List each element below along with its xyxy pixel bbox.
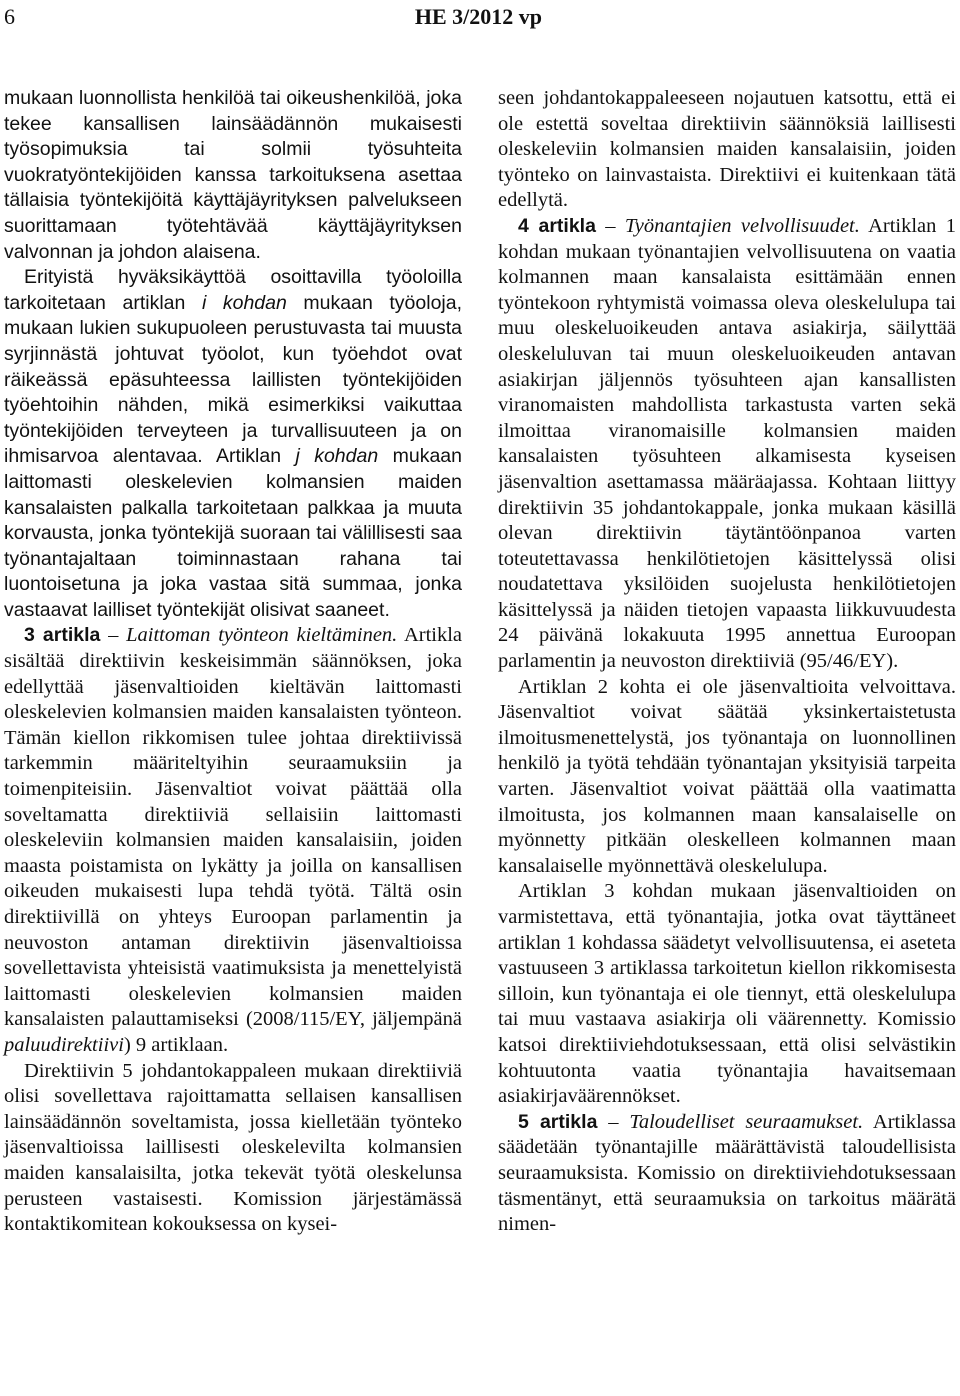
paragraph-text: mukaan laittomasti oleskelevien kolmansien maiden kansalaisten palkalla tarkoitetaan palkkaa ja muuta korvausta, jonka työntekijä suoraan tai välillisesti saa työnantajaltaan toiminnastaan rahana tai luontoisetuna ja joka vastaa sitä summaa, jonka vastaavat lailliset työntekijät olisivat saaneet. xyxy=(4,445,462,621)
paragraph-text: Artiklan 2 kohta ei ole jäsenvaltioita velvoittava. Jäsenvaltiot voivat säätää yksinkertaistetusta ilmoitusmenettelystä, jos työnantaja on luonnollinen henkilö ja työtä tehdään työnantajan yksityisiä tarpeita varten. Jäsenvaltiot voivat päättää olla vaatimatta ilmoitusta, jos kolmannen maan kansalaiselle on myönnetty pitkään oleskelleen kolmannen maan kansalaiselle myönnettävä oleskelulupa. xyxy=(498,675,956,877)
paragraph-article-4-3 xyxy=(498,879,956,1109)
paragraph-article-4-2 xyxy=(498,675,956,880)
italic-reference: i kohdan xyxy=(201,291,287,314)
paragraph-text: Artikla sisältää direktiivin keskeisimmän säännöksen, joka edellyttää jäsenvaltioiden kieltävän laittomasti oleskelevien kolmansien maiden kansalaisten työnteon. Tämän kiellon rikkomisen tulee johtaa direktiivissä tarkemmin määriteltyihin seuraamuksiin ja toimenpiteisiin. Jäsenvaltiot voivat päättää olla soveltamatta direktiiviä sellaisiin laittomasti oleskeleviin kolmansien maiden kansalaisiin, joiden maasta poistamista on lykätty ja joilla on kansallisen oikeuden mukaisesti lupa tehdä työtä. Tältä osin direktiivillä on yhteys Euroopan parlamentin ja neuvoston antaman direktiivin jäsenvaltioissa sovellettavista yhteisistä vaatimuksista ja menettelyistä laittomasti oleskelevien kolmansien maiden kansalaisten palauttamiseksi (2008/115/EY, jäljempänä xyxy=(4,624,463,1031)
section-article-5: 5 artikla – Taloudelliset seuraamukset. Artiklassa säädetään työnantajille määrättävistä taloudellisista seuraamuksista. Komissio on direktiiviehdotuksessaan täsmentänyt, että seuraamuksia on tarkoitus määrätä nimen- xyxy=(498,1110,957,1236)
paragraph-text: seen johdantokappaleeseen nojautuen katsottu, että ei ole estettä soveltaa direktiivin säännöksiä laillisesti oleskeleviin kolmansien maiden kansalaisiin, joiden työnteko on lainvastaista. Direktiivi ei kuitenkaan tätä edellytä. xyxy=(498,87,956,212)
italic-reference: j kohdan xyxy=(295,445,379,468)
article-title: Laittoman työnteon kieltäminen. xyxy=(126,624,398,647)
document-id: HE 3/2012 vp xyxy=(414,4,542,29)
paragraph-text: Artiklassa säädetään työnantajille määrättävistä taloudellisista seuraamuksista. Komissio on direktiiviehdotuksessaan täsmentänyt, että seuraamuksia on tarkoitus määrätä nimen- xyxy=(498,1110,957,1236)
right-column xyxy=(498,86,956,1238)
article-number: 4 artikla xyxy=(518,214,596,237)
paragraph-text: Artiklan 3 kohdan mukaan jäsenvaltioiden on varmistettava, että työnantajia, jotka ovat täyttäneet artiklan 1 kohdassa säädetyt velvollisuutensa, ei aseteta vastuuseen 3 artiklassa tarkoitetun kiellon rikkomisesta silloin, kun työnantaja ei ole tiennyt, että oleskelulupa tai muu vastaava asiakirja oli väärennetty. Komissio katsoi direktiiviehdotuksessaan, että olisi selvästikin kohtuutonta vaatia työnantajia havaitsemaan asiakirjaväärennökset. xyxy=(498,880,956,1108)
paragraph-text: mukaan työoloja, mukaan lukien sukupuoleen perustuvasta tai muusta syrjinnästä johtuvat työolot, kun työehdot ovat räikeässä epäsuhteessa laillisten työntekijöiden työehtoihin nähden, mikä esimerkiksi vaikuttaa työntekijöiden terveyteen ja turvallisuuteen ja on ihmisarvoa alentavaa. Artiklan xyxy=(4,291,463,468)
page-header xyxy=(0,4,960,32)
article-title: Työnantajien velvollisuudet. xyxy=(624,214,860,237)
article-number: 5 artikla xyxy=(518,1110,598,1133)
paragraph-directive-5 xyxy=(4,1059,462,1238)
paragraph-continuation xyxy=(498,86,956,214)
page-number: 6 xyxy=(4,4,15,29)
section-article-3: 3 artikla – Laittoman työnteon kieltäminen. Artikla sisältää direktiivin keskeisimmän säännöksen, joka edellyttää jäsenvaltioiden kieltävän laittomasti oleskelevien kolmansien maiden kansalaisten työnteon. Tämän kiellon rikkomisen tulee johtaa direktiivissä tarkemmin määriteltyihin seuraamuksiin ja toimenpiteisiin. Jäsenvaltiot voivat päättää olla soveltamatta direktiiviä sellaisiin laittomasti oleskeleviin kolmansien maiden kansalaisiin, joiden maasta poistamista on lykätty ja joilla on kansallisen oikeuden mukaisesti lupa tehdä työtä. Tältä osin direktiivillä on yhteys Euroopan parlamentin ja neuvoston antaman direktiivin jäsenvaltioissa sovellettavista yhteisistä vaatimuksista ja menettelyistä laittomasti oleskelevien kolmansien maiden kansalaisten palauttamiseksi (2008/115/EY, jäljempänä paluudirektiivi) 9 artiklaan. xyxy=(4,624,463,1056)
paragraph-working-conditions xyxy=(4,265,462,623)
paragraph-text: ) 9 artiklaan. xyxy=(123,1033,229,1056)
paragraph-text: Artiklan 1 kohdan mukaan työnantajien velvollisuutena on vaatia kolmannen maan kansalaista esittämään ennen työntekoon ryhtymistä voimassa oleva oleskelulupa tai muu oleskeluoikeuden antava asiakirja, säilyttää oleskeluluvan tai muun oleskeluoikeuden antavan asiakirjan jäljennös työsuhteen ajan kansallisten viranomaisten mahdollista tarkastusta varten sekä ilmoittaa viranomaisille kolmansien maiden kansalaisten työsuhteen alkamisesta kyseisen jäsenvaltion asettamassa määräajassa. Kohtaan liittyy direktiivin 35 johdantokappale, jonka mukaan käsillä olevan direktiivin täytäntöönpanoa varten toteutettavassa henkilötietojen käsittelyssä olisi noudatettava yksilöiden suojelusta henkilötietojen käsittelyssä ja näiden tietojen vapaasta liikkuvuudesta 24 päivänä lokakuuta 1995 annettua Euroopan parlamentin ja neuvoston direktiiviä (95/46/EY). xyxy=(498,214,956,673)
italic-term: paluudirektiivi xyxy=(4,1033,124,1056)
paragraph-definition xyxy=(4,86,462,265)
left-column xyxy=(4,86,462,1238)
paragraph-text: Direktiivin 5 johdantokappaleen mukaan direktiiviä olisi sovellettava rajoittamatta sellaisen kansallisen lainsäädännön soveltamista, jossa kielletään työnteko jäsenvaltioissa laillisesti oleskelevilta kolmansien maiden kansalaisilta, jotka tekevät työtä oleskelunsa perusteen vastaisesti. Komission järjestämässä kontaktikomitean kokouksessa on kysei- xyxy=(4,1059,462,1236)
article-title: Taloudelliset seuraamukset. xyxy=(629,1110,864,1133)
article-number: 3 artikla xyxy=(24,624,101,647)
paragraph-text: Erityistä hyväksikäyttöä osoittavilla työoloilla tarkoitetaan artiklan xyxy=(4,266,462,314)
section-article-4: 4 artikla – Työnantajien velvollisuudet. Artiklan 1 kohdan mukaan työnantajien velvollisuutena on vaatia kolmannen maan kansalaista esittämään ennen työntekoon ryhtymistä voimassa oleva oleskelulupa tai muu oleskeluoikeuden antava asiakirja, säilyttää oleskeluluvan tai muun oleskeluoikeuden antavan asiakirjan jäljennös työsuhteen ajan kansallisten viranomaisten mahdollista tarkastusta varten sekä ilmoittaa viranomaisille kolmansien maiden kansalaisten työsuhteen alkamisesta kyseisen jäsenvaltion asettamassa määräajassa. Kohtaan liittyy direktiivin 35 johdantokappale, jonka mukaan käsillä olevan direktiivin täytäntöönpanoa varten toteutettavassa henkilötietojen käsittelyssä olisi noudatettava yksilöiden suojelusta henkilötietojen käsittelyssä ja näiden tietojen vapaasta liikkuvuudesta 24 päivänä lokakuuta 1995 annettua Euroopan parlamentin ja neuvoston direktiiviä (95/46/EY). xyxy=(498,214,956,673)
paragraph-text: mukaan luonnollista henkilöä tai oikeushenkilöä, joka tekee kansallisen lainsäädännön mukaisesti työsopimuksia tai solmii työsuhteita vuokratyöntekijöiden kanssa tarkoituksena asettaa tällaisia työntekijöitä käyttäjäyrityksen palvelukseen suorittamaan työtehtävää käyttäjäyrityksen valvonnan ja johdon alaisena. xyxy=(4,87,462,263)
